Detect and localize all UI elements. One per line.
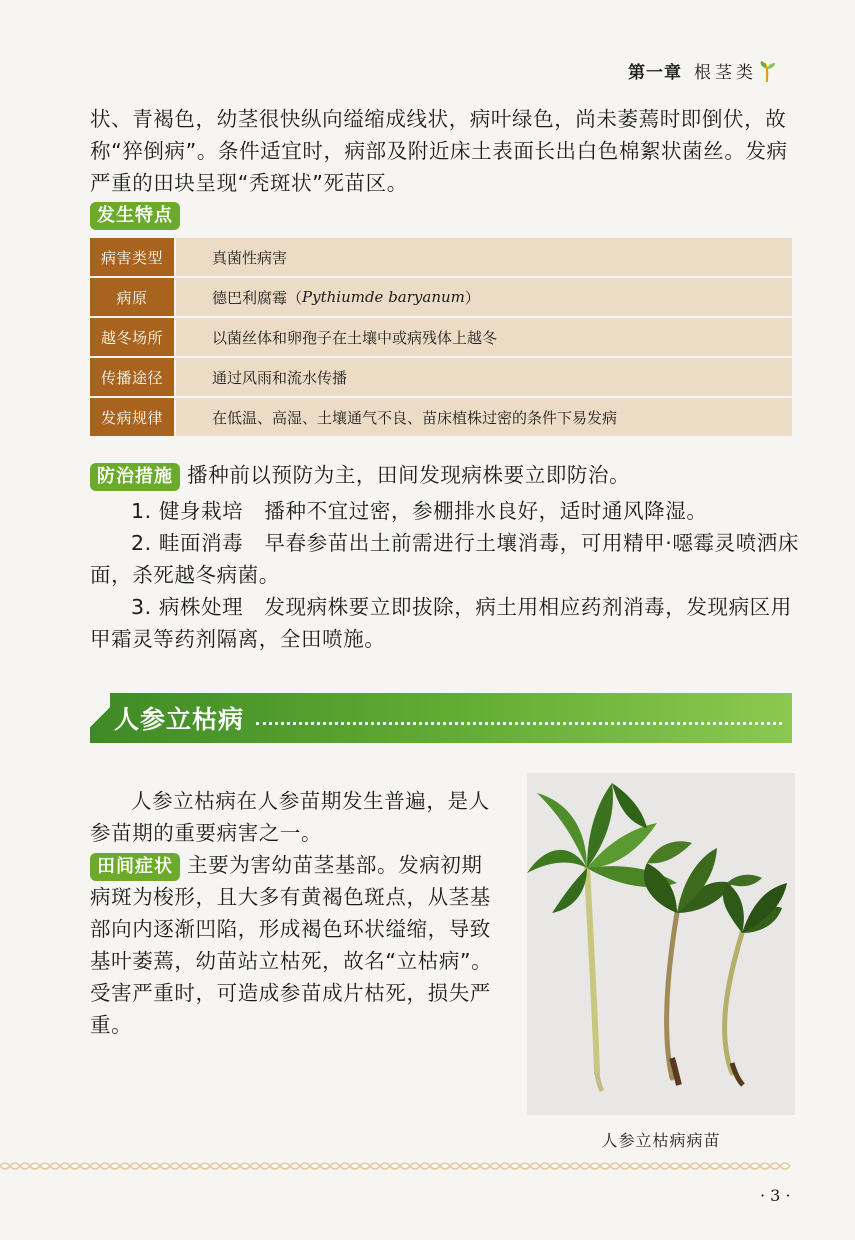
table-row <box>90 318 792 358</box>
sprout-icon <box>759 60 777 82</box>
section-header <box>90 693 792 743</box>
row-key: 病原 <box>90 278 174 316</box>
table-row <box>90 238 792 278</box>
control-lead: 播种前以预防为主，田间发现病株要立即防治。 <box>187 463 631 487</box>
row-key: 发病规律 <box>90 398 174 436</box>
row-key: 越冬场所 <box>90 318 174 356</box>
photo-caption: 人参立枯病病苗 <box>601 1131 721 1150</box>
chapter-name: 根茎类 <box>694 63 757 83</box>
row-value: 在低温、高湿、土壤通气不良、苗床植株过密的条件下易发病 <box>174 398 792 436</box>
symptom-text: 主要为害幼苗茎基部。发病初期病斑为梭形，且大多有黄褐色斑点，从茎基部向内逐渐凹陷，形成褐色环状缢缩，导致基叶萎蔫，幼苗站立枯死，故名“立枯病”。受害严重时，可造成参苗成片枯死，损失严重。 <box>90 853 493 1037</box>
seedling-illustration <box>527 773 795 1115</box>
control-item: 1. 健身栽培 播种不宜过密，参棚排水良好，适时通风降湿。 <box>131 499 708 523</box>
table-row <box>90 398 792 438</box>
row-value <box>174 278 792 316</box>
pathogen-name: 德巴利腐霉（ <box>212 288 303 307</box>
control-tag: 防治措施 <box>90 463 180 491</box>
section-title: 人参立枯病 <box>114 705 245 734</box>
section-intro: 人参立枯病在人参苗期发生普遍，是人参苗期的重要病害之一。 <box>90 789 490 845</box>
control-item: 2. 畦面消毒 早春参苗出土前需进行土壤消毒，可用精甲·噁霉灵喷洒床面，杀死越冬病菌。 <box>90 531 799 587</box>
symptom-paragraph <box>90 849 502 1041</box>
seedling-photo <box>527 773 795 1115</box>
features-tag: 发生特点 <box>90 202 180 230</box>
row-key: 病害类型 <box>90 238 174 276</box>
table-row <box>90 278 792 318</box>
row-value: 通过风雨和流水传播 <box>174 358 792 396</box>
dotted-leader <box>256 711 782 725</box>
decorative-wave <box>0 1160 795 1172</box>
intro-paragraph: 状、青褐色，幼茎很快纵向缢缩成线状，病叶绿色，尚未萎蔫时即倒伏，故称“猝倒病”。条件适宜时，病部及附近床土表面长出白色棉絮状菌丝。发病严重的田块呈现“秃斑状”死苗区。 <box>90 107 788 195</box>
row-key: 传播途径 <box>90 358 174 396</box>
chapter-number: 第一章 <box>628 63 682 83</box>
row-value: 以菌丝体和卵孢子在土壤中或病残体上越冬 <box>174 318 792 356</box>
control-item: 3. 病株处理 发现病株要立即拔除，病土用相应药剂消毒，发现病区用甲霜灵等药剂隔离，全田喷施。 <box>90 595 792 651</box>
band-corner <box>88 693 110 743</box>
control-lead-line <box>90 459 800 491</box>
page-number: · 3 · <box>760 1186 791 1205</box>
row-value: 真菌性病害 <box>174 238 792 276</box>
pathogen-latin: Pythiumde baryanum <box>302 288 465 306</box>
pathogen-close: ） <box>464 288 480 307</box>
table-row <box>90 358 792 398</box>
features-table <box>90 238 792 438</box>
symptom-tag: 田间症状 <box>90 853 180 881</box>
running-header <box>628 58 777 83</box>
